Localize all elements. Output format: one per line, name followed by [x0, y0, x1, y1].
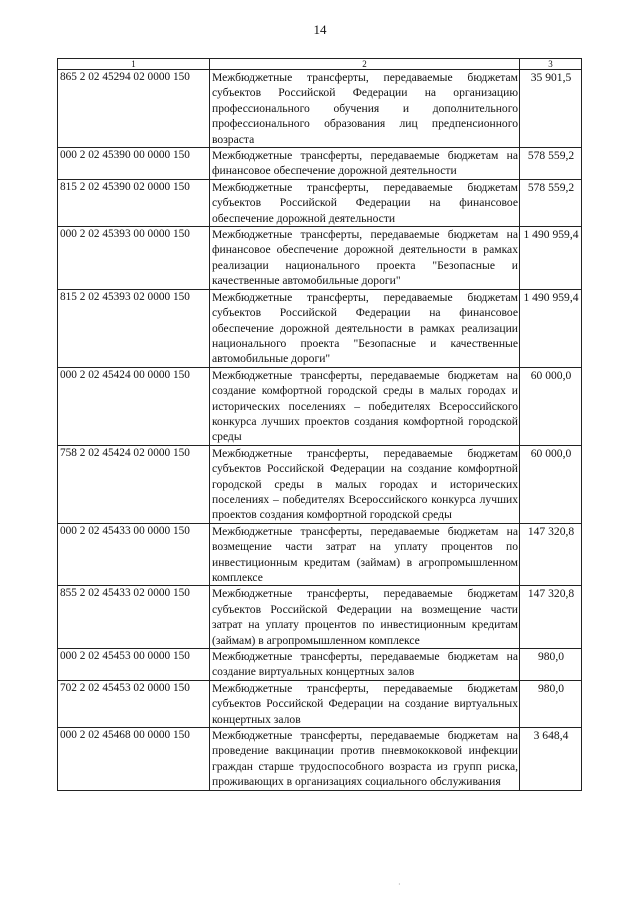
- row-description: Межбюджетные трансферты, передаваемые бюджетам субъектов Российской Федерации на организацию профессионального обучения и дополнительного профессионального образования лиц предпенсионного возраста: [210, 70, 520, 148]
- row-amount: 578 559,2: [520, 179, 582, 226]
- table-row: [58, 445, 582, 523]
- row-description: Межбюджетные трансферты, передаваемые бюджетам на возмещение части затрат на уплату процентов по инвестиционным кредитам (займам) в агропромышленном комплексе: [210, 523, 520, 586]
- column-header-description: 2: [210, 59, 520, 70]
- row-code: 855 2 02 45433 02 0000 150: [58, 586, 210, 649]
- table-body: [58, 70, 582, 791]
- row-amount: 980,0: [520, 680, 582, 727]
- row-description: Межбюджетные трансферты, передаваемые бюджетам субъектов Российской Федерации на финансовое обеспечение дорожной деятельности: [210, 179, 520, 226]
- row-description: Межбюджетные трансферты, передаваемые бюджетам на создание комфортной городской среды в малых городах и исторических поселениях – победителях Всероссийского конкурса лучших проектов создания комфортной городской среды: [210, 367, 520, 445]
- row-amount: 1 490 959,4: [520, 289, 582, 367]
- row-code: 000 2 02 45393 00 0000 150: [58, 227, 210, 290]
- table-row: [58, 148, 582, 180]
- row-code: 000 2 02 45453 00 0000 150: [58, 649, 210, 681]
- table-row: [58, 227, 582, 290]
- row-amount: 1 490 959,4: [520, 227, 582, 290]
- page-number: 14: [313, 22, 327, 37]
- row-amount: 60 000,0: [520, 445, 582, 523]
- row-code: 702 2 02 45453 02 0000 150: [58, 680, 210, 727]
- row-code: 000 2 02 45433 00 0000 150: [58, 523, 210, 586]
- row-amount: 578 559,2: [520, 148, 582, 180]
- row-description: Межбюджетные трансферты, передаваемые бюджетам на создание виртуальных концертных залов: [210, 649, 520, 681]
- row-amount: 60 000,0: [520, 367, 582, 445]
- column-header-code: 1: [58, 59, 210, 70]
- table-row: [58, 728, 582, 791]
- row-description: Межбюджетные трансферты, передаваемые бюджетам на финансовое обеспечение дорожной деятельности в рамках реализации национального проекта "Безопасные и качественные автомобильные дороги": [210, 227, 520, 290]
- row-description: Межбюджетные трансферты, передаваемые бюджетам субъектов Российской Федерации на финансовое обеспечение дорожной деятельности в рамках реализации национального проекта "Безопасные и качественные автомобильные дороги": [210, 289, 520, 367]
- row-code: 000 2 02 45468 00 0000 150: [58, 728, 210, 791]
- table-row: [58, 680, 582, 727]
- row-amount: 147 320,8: [520, 586, 582, 649]
- table-row: [58, 586, 582, 649]
- row-description: Межбюджетные трансферты, передаваемые бюджетам на финансовое обеспечение дорожной деятельности: [210, 148, 520, 180]
- budget-table: [57, 58, 582, 791]
- row-description: Межбюджетные трансферты, передаваемые бюджетам субъектов Российской Федерации на возмещение части затрат на уплату процентов по инвестиционным кредитам (займам) в агропромышленном комплексе: [210, 586, 520, 649]
- column-header-amount: 3: [520, 59, 582, 70]
- row-description: Межбюджетные трансферты, передаваемые бюджетам субъектов Российской Федерации на создание комфортной городской среды в малых городах и исторических поселениях – победителях Всероссийского конкурса лучших проектов создания комфортной городской среды: [210, 445, 520, 523]
- table-row: [58, 70, 582, 148]
- row-code: 815 2 02 45390 02 0000 150: [58, 179, 210, 226]
- table-row: [58, 179, 582, 226]
- row-code: 758 2 02 45424 02 0000 150: [58, 445, 210, 523]
- row-code: 815 2 02 45393 02 0000 150: [58, 289, 210, 367]
- row-description: Межбюджетные трансферты, передаваемые бюджетам субъектов Российской Федерации на создание виртуальных концертных залов: [210, 680, 520, 727]
- row-code: 000 2 02 45424 00 0000 150: [58, 367, 210, 445]
- row-code: 865 2 02 45294 02 0000 150: [58, 70, 210, 148]
- header-row: [58, 59, 582, 70]
- row-amount: 147 320,8: [520, 523, 582, 586]
- row-amount: 980,0: [520, 649, 582, 681]
- stray-dot-mark: ·: [398, 880, 401, 889]
- table-row: [58, 523, 582, 586]
- table-row: [58, 289, 582, 367]
- table-row: [58, 367, 582, 445]
- row-amount: 3 648,4: [520, 728, 582, 791]
- table-header: [58, 59, 582, 70]
- table-row: [58, 649, 582, 681]
- row-amount: 35 901,5: [520, 70, 582, 148]
- row-description: Межбюджетные трансферты, передаваемые бюджетам на проведение вакцинации против пневмококковой инфекции граждан старше трудоспособного возраста из групп риска, проживающих в организациях социального обслуживания: [210, 728, 520, 791]
- row-code: 000 2 02 45390 00 0000 150: [58, 148, 210, 180]
